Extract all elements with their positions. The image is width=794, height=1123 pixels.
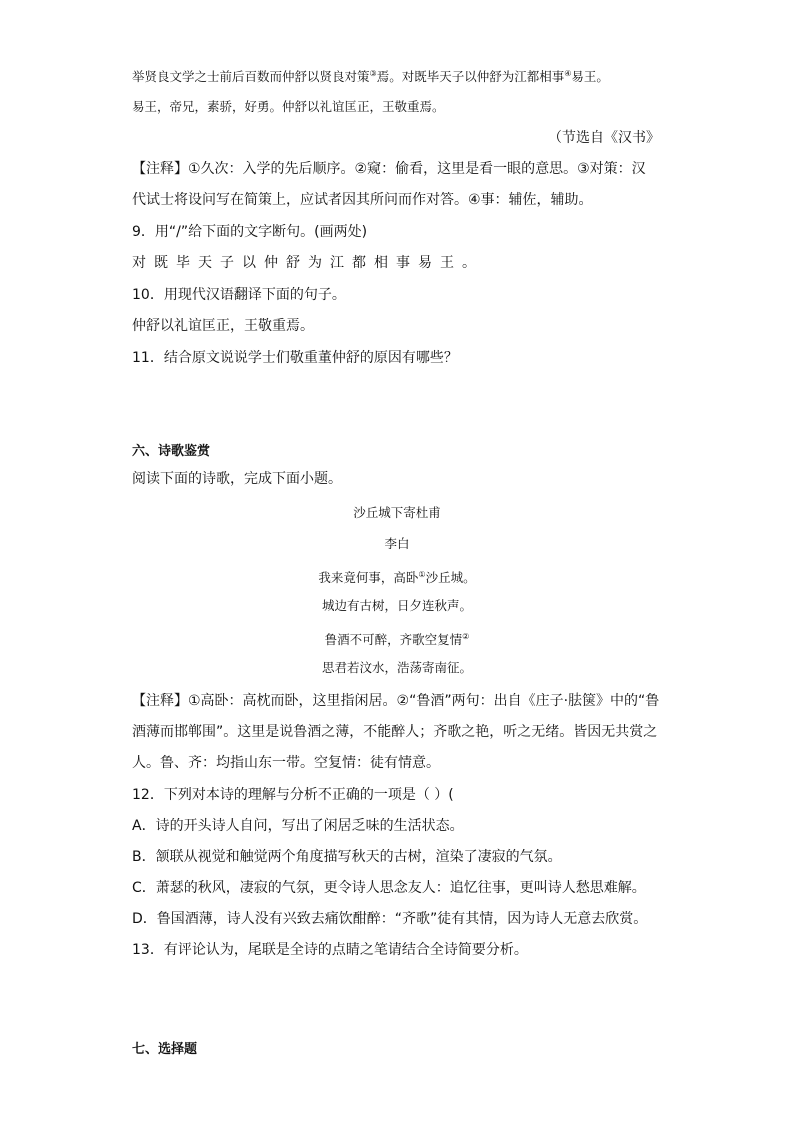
poem-title: 沙丘城下寄杜甫 (353, 505, 441, 520)
question-9-text: 对既毕天子以仲舒为江都相事易王。 (132, 255, 484, 271)
poem-line-1-a: 我来竟何事，高卧 (318, 570, 419, 586)
question-11: 11．结合原文说说学士们敬重董仲舒的原因有哪些？ (132, 350, 458, 366)
question-10: 10．用现代汉语翻译下面的句子。 (132, 287, 346, 303)
question-12: 12．下列对本诗的理解与分析不正确的一项是（ ）( (132, 787, 454, 803)
passage-note-line-1: 【注释】①久次：入学的先后顺序。②窥：偷看，这里是看一眼的意思。③对策：汉 (132, 161, 646, 177)
passage-line-1-a: 举贤良文学之士前后百数而仲舒以贤良对策 (132, 69, 370, 85)
footnote-marker-3: ③ (369, 69, 377, 78)
question-12-option-a: A．诗的开头诗人自问，写出了闲居乏味的生活状态。 (132, 818, 464, 834)
poem-author: 李白 (384, 536, 410, 551)
poem-line-3 (0, 627, 794, 650)
poem-note-line-3: 人。鲁、齐：均指山东一带。空复情：徒有情意。 (132, 755, 440, 771)
question-10-text: 仲舒以礼谊匡正，王敬重焉。 (132, 318, 314, 334)
footnote-marker-4: ④ (564, 69, 572, 78)
question-13: 13．有评论认为，尾联是全诗的点睛之笔请结合全诗简要分析。 (132, 942, 528, 958)
passage-source: （节选自《汉书》 (548, 130, 660, 146)
passage-line-1-b: 焉。对既毕天子以仲舒为江都相事 (376, 69, 565, 85)
poem-note-line-1: 【注释】①高卧：高枕而卧，这里指闲居。②“鲁酒”两句：出自《庄子·胠箧》中的“鲁 (132, 693, 660, 709)
question-9: 9．用“/”给下面的文字断句。(画两处) (132, 224, 368, 240)
section-6-heading: 六、诗歌鉴赏 (132, 444, 211, 459)
poem-footnote-marker-1: ① (418, 570, 426, 579)
poem-line-2: 城边有古树，日夕连秋声。 (321, 598, 472, 613)
poem-line-1 (0, 565, 794, 588)
poem-line-1-b: 沙丘城。 (425, 570, 476, 586)
section-7-heading: 七、选择题 (132, 1042, 198, 1057)
passage-line-1 (132, 64, 609, 87)
section-6-instruction: 阅读下面的诗歌，完成下面小题。 (132, 471, 342, 487)
passage-line-1-c: 易王。 (571, 69, 609, 85)
passage-line-2: 易王，帝兄，素骄，好勇。仲舒以礼谊匡正，王敬重焉。 (132, 99, 445, 114)
question-12-option-d: D．鲁国酒薄，诗人没有兴致去痛饮酣醉：“齐歌”徒有其情，因为诗人无意去欣赏。 (132, 911, 648, 927)
poem-line-4: 思君若汶水，浩荡寄南征。 (321, 660, 472, 675)
question-12-option-c: C．萧瑟的秋风，凄寂的气氛，更令诗人思念友人：追忆往事，更叫诗人愁思难解。 (132, 880, 646, 896)
poem-line-3-a: 鲁酒不可醉，齐歌空复情 (324, 632, 463, 648)
question-12-option-b: B．颔联从视觉和触觉两个角度描写秋天的古树，渲染了凄寂的气氛。 (132, 849, 562, 865)
poem-footnote-marker-2: ② (462, 632, 470, 641)
passage-note-line-2: 代试士将设问写在简策上，应试者因其所问而作对答。④事：辅佐，辅助。 (132, 192, 593, 208)
poem-note-line-2: 酒薄而邯郸围”。这里是说鲁酒之薄，不能醉人；齐歌之艳，听之无绪。皆因无共赏之 (132, 724, 658, 740)
